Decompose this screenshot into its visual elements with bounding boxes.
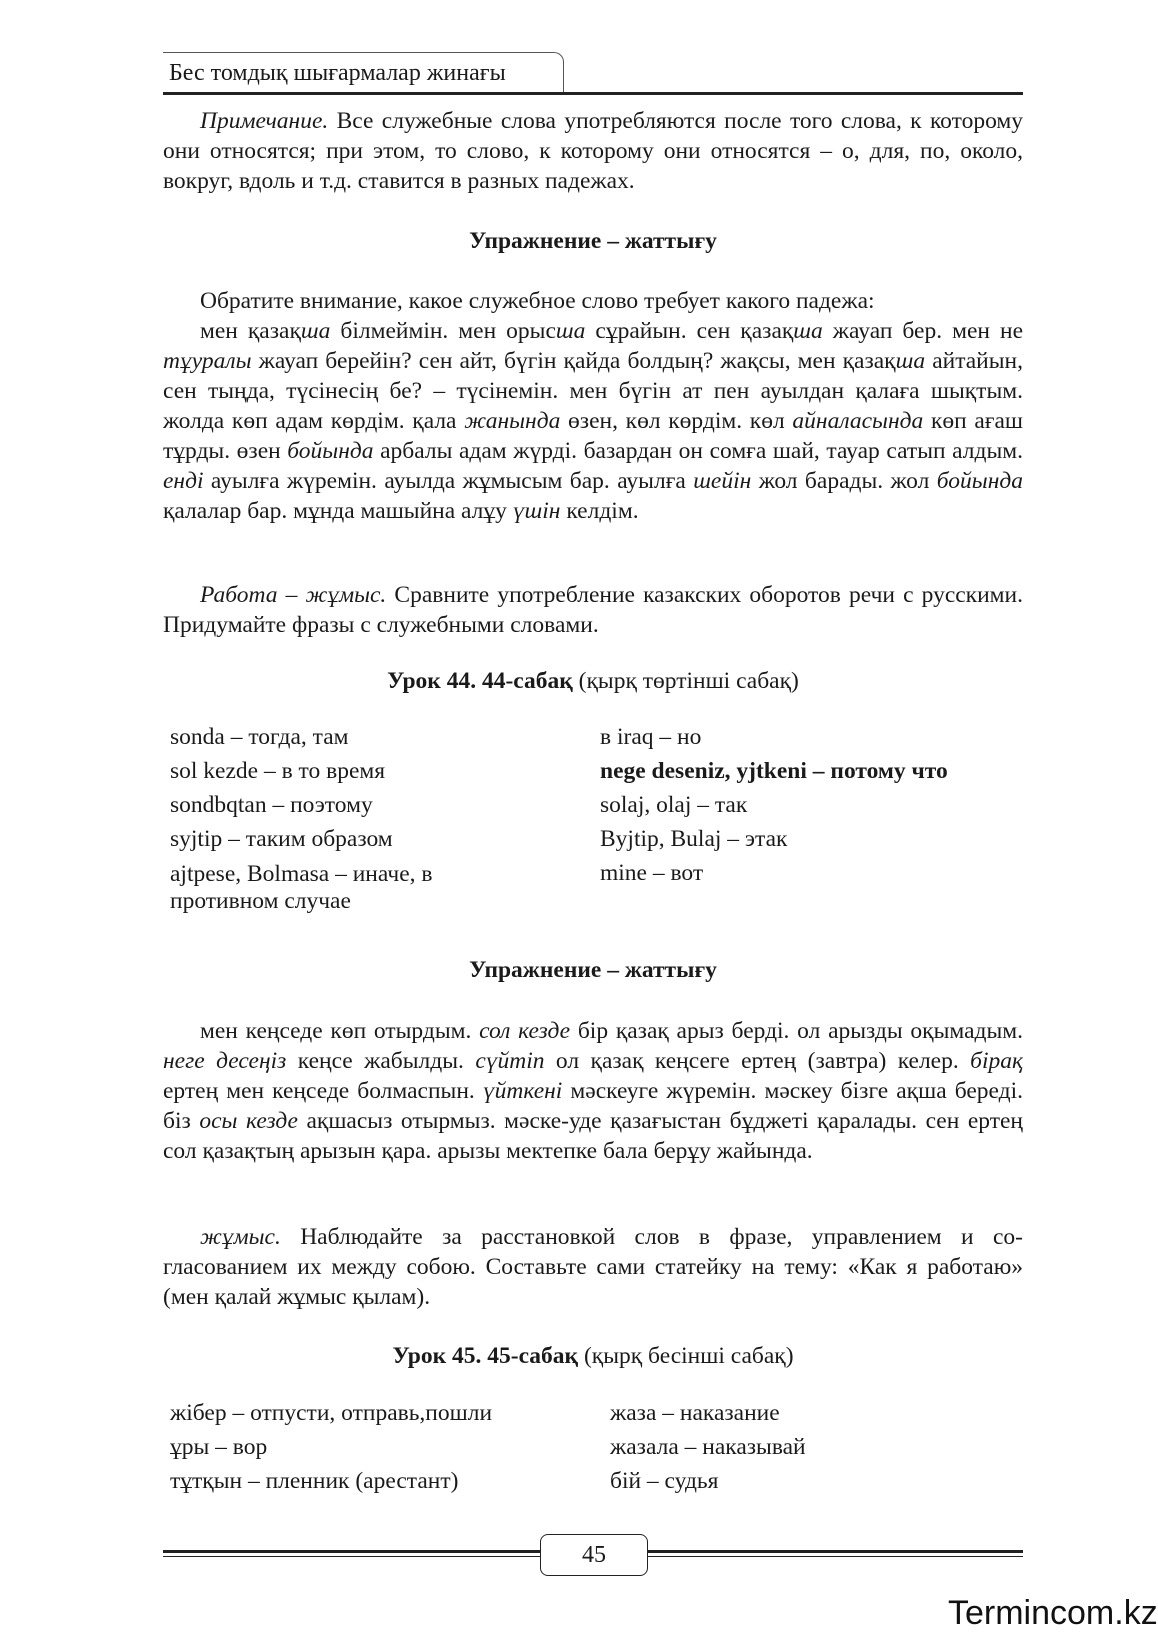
- lesson-44-vocabulary: [170, 720, 1020, 914]
- emphasized-word: ша: [895, 348, 926, 374]
- emphasized-word: сүйтіп: [475, 1048, 545, 1074]
- text-run: білмеймін. мен орыс: [330, 318, 556, 344]
- lesson-45-title: Урок 45. 45-сабақ: [392, 1343, 579, 1369]
- work-2-text: Наблюдайте за расстановкой слов в фразе, управлением и со-гласованием их между собою. Составьте сами статейку на тему: «Как я работаю» (мен қалай жұмыс қылам).: [163, 1224, 1023, 1310]
- text-run: мен қазақ: [200, 318, 301, 344]
- text-run: мәскеуге жүремін. мәскеу бізге ақша береді. біз: [163, 1078, 1023, 1134]
- emphasized-word: ша: [555, 318, 586, 344]
- vocab-item: sondbqtan – поэтому: [170, 792, 373, 818]
- emphasized-word: жанында: [464, 408, 561, 434]
- vocab-45-right-column: [610, 1396, 1010, 1498]
- exercise-1-intro: Обратите внимание, какое служебное слово требует какого падежа:: [200, 288, 875, 314]
- vocab-item: жазала – наказывай: [610, 1434, 806, 1460]
- footer-rule-left: [163, 1550, 540, 1553]
- emphasized-word: үшін: [512, 498, 561, 524]
- text-run: ертең мен кеңседе болмаспын.: [163, 1078, 483, 1104]
- vocab-item: жаза – наказание: [610, 1400, 780, 1426]
- lesson-45-heading: [163, 1343, 1023, 1370]
- emphasized-word: осы кезде: [199, 1108, 298, 1134]
- emphasized-word: сол кезде: [479, 1018, 571, 1044]
- vocab-44-left-column: [170, 720, 480, 915]
- text-run: жауап берейін? сен айт, бүгін қайда болдың? жақсы, мен қазақ: [251, 348, 896, 374]
- exercise-1-text: [163, 316, 1023, 526]
- text-run: көп ағаш тұрды. өзен: [163, 408, 1023, 464]
- emphasized-word: енді: [163, 468, 204, 494]
- page-footer: [163, 1534, 1023, 1574]
- note-lead: Примечание.: [200, 108, 329, 134]
- work-1-paragraph: [163, 580, 1023, 640]
- exercise-heading-2: Упражнение – жаттығу: [469, 957, 717, 983]
- footer-rule-right: [648, 1550, 1023, 1553]
- text-run: мен кеңседе көп отырдым.: [200, 1018, 480, 1044]
- vocab-item: sol kezde – в то время: [170, 758, 386, 784]
- page-number: 45: [540, 1534, 648, 1576]
- work-1-text: Сравните употребление казакских оборотов речи с русскими. Придумайте фразы с служебными словами.: [163, 582, 1023, 638]
- note-paragraph: [163, 106, 1023, 196]
- emphasized-word: тұуралы: [163, 348, 252, 374]
- text-run: арбалы адам жүрді. базардан он сомға шай, тауар сатып алдым.: [373, 438, 1023, 464]
- note-text: Все служебные слова употребляются после того слова, к которому они относятся; при этом, то слово, к которому они относятся – о, для, по, около, вокруг, вдоль и т.д. ставится в разных падежах.: [163, 108, 1023, 194]
- text-run: жауап бер. мен не: [822, 318, 1023, 344]
- vocab-item: nege deseniz, yjtkeni – потому что: [600, 758, 948, 784]
- emphasized-word: үйткені: [482, 1078, 563, 1104]
- vocab-item: Byjtip, Bulaj – этак: [600, 826, 788, 852]
- vocab-item: жібер – отпусти, отправь,пошли: [170, 1400, 493, 1426]
- text-run: кеңсе жабылды.: [286, 1048, 476, 1074]
- lesson-44-title: Урок 44. 44-сабақ: [387, 668, 573, 694]
- vocab-item: ajtpese, Bolmasa – иначе, в противном случае: [170, 861, 433, 914]
- emphasized-word: ша: [300, 318, 331, 344]
- work-1-lead: Работа – жұмыс.: [200, 582, 387, 608]
- exercise-heading-1: Упражнение – жаттығу: [469, 228, 717, 254]
- text-run: қалалар бар. мұнда машыйна алұу: [163, 498, 513, 524]
- watermark-logo: Termincom.kz: [948, 1594, 1158, 1632]
- text-run: жол барады. жол: [751, 468, 937, 494]
- text-run: айтайын, сен тыңда, түсінесің бе? – түсінемін. мен бүгін ат пен ауылдан қалаға шықтым. жолда көп адам көрдім. қала: [163, 348, 1024, 434]
- footer-rule-left-thin: [163, 1556, 540, 1557]
- vocab-item: syjtip – таким образом: [170, 826, 393, 852]
- emphasized-word: бойында: [287, 438, 374, 464]
- text-run: бір қазақ арыз берді. ол арызды оқымадым.: [570, 1018, 1023, 1044]
- footer-rule-right-thin: [648, 1556, 1023, 1557]
- lesson-45-vocabulary: [170, 1396, 1020, 1506]
- vocab-item: бій – судья: [610, 1468, 719, 1494]
- vocab-item: ұры – вор: [170, 1434, 268, 1460]
- emphasized-word: шейін: [693, 468, 752, 494]
- lesson-44-heading: [163, 668, 1023, 695]
- vocab-item: solaj, olaj – так: [600, 792, 748, 818]
- work-2-lead: жұмыс.: [200, 1224, 281, 1250]
- text-run: ақшасыз отырмыз. мәске-уде қазағыстан бұджеті қаралады. сен ертең сол қазақтың арызын қара. арызы мектепке бала берұу жайында.: [163, 1108, 1023, 1164]
- emphasized-word: бірақ: [970, 1048, 1023, 1074]
- emphasized-word: неге десеңіз: [163, 1048, 287, 1074]
- vocab-item: mine – вот: [600, 860, 704, 886]
- lesson-44-subtitle: (қырқ төртінші сабақ): [572, 668, 799, 694]
- text-run: сұрайын. сен қазақ: [585, 318, 794, 344]
- running-header: [163, 52, 1023, 94]
- emphasized-word: айналасында: [792, 408, 924, 434]
- text-run: келдім.: [560, 498, 639, 524]
- running-header-title: Бес томдық шығармалар жинағы: [169, 60, 506, 86]
- vocab-item: sonda – тогда, там: [170, 724, 349, 750]
- lesson-45-subtitle: (қырқ бесінші сабақ): [578, 1343, 794, 1369]
- text-run: ауылға жүремін. ауылда жұмысым бар. ауылға: [203, 468, 694, 494]
- exercise-2-text: [163, 1016, 1023, 1166]
- vocab-item: тұтқын – пленник (арестант): [170, 1468, 459, 1494]
- vocab-item: в iraq – но: [600, 724, 702, 750]
- text-run: ол қазақ кеңсеге ертең (завтра) келер.: [544, 1048, 971, 1074]
- vocab-45-left-column: [170, 1396, 570, 1498]
- emphasized-word: ша: [793, 318, 823, 344]
- vocab-44-right-column: [600, 720, 1020, 890]
- text-run: өзен, көл көрдім. көл: [560, 408, 793, 434]
- work-2-paragraph: [163, 1222, 1023, 1312]
- emphasized-word: бойында: [936, 468, 1023, 494]
- header-rule: [163, 92, 1023, 95]
